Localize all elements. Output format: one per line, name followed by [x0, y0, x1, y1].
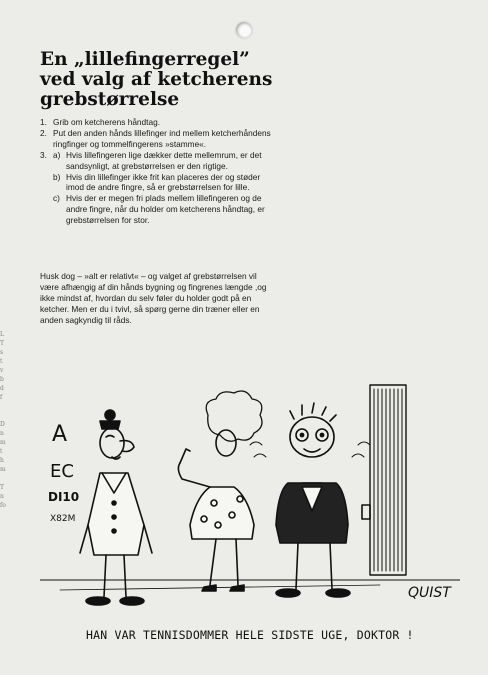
eye-chart [48, 422, 79, 524]
eye-chart-row-1: A [52, 422, 68, 447]
advice-paragraph: Husk dog – »alt er relativt« – og valget af grebstørrelsen vil være afhængig af din hånds bygning og fingrenes længde ,og ikke mindst af, hvordan du selv føler du holder godt på en ketcher. Men er du i tvivl, så spørg gerne din træner eller en anden sagkyndig til råds. [40, 271, 267, 325]
sub-step-text: Hvis din lillefinger ikke frit kan placeres der og støder imod de andre fingre, så er grebstørrelsen for lille. [66, 171, 261, 193]
margin-bleed-text: L T s t v b d f D n m t h m T n fo [0, 331, 6, 509]
list-item [53, 172, 272, 194]
doctor-cartoon [40, 375, 460, 625]
list-item [40, 128, 272, 150]
doctor-figure [80, 410, 152, 605]
list-item [40, 117, 272, 128]
sub-step-text: Hvis der er megen fri plads mellem lillefingeren og de andre fingre, når du holder om ketcherens håndtag, er grebstørrelsen for stor. [66, 193, 265, 226]
step-number: 3. [40, 149, 47, 160]
artist-signature: QUIST [408, 585, 451, 601]
step-number: 1. [40, 117, 47, 127]
article-title: En „lillefingerregel” ved valg af ketcherens grebstørrelse [40, 49, 273, 110]
cartoon-caption: HAN VAR TENNISDOMMER HELE SIDSTE UGE, DOKTOR ! [86, 628, 414, 642]
step-text: Grib om ketcherens håndtag. [53, 117, 160, 127]
instruction-list [40, 117, 272, 226]
door [362, 385, 406, 575]
step-number: 2. [40, 127, 47, 138]
sub-list [53, 150, 272, 226]
sub-step-text: Hvis lillefingeren lige dækker dette mellemrum, er det sandsynligt, at grebstørrelsen er den rigtige. [66, 149, 262, 171]
list-item [53, 193, 272, 226]
patient-figure [250, 403, 370, 597]
eye-chart-row-3: DI10 [48, 490, 80, 504]
sub-step-letter: a) [53, 149, 61, 160]
sub-step-letter: c) [53, 193, 60, 204]
woman-figure [178, 391, 262, 591]
step-text: Put den anden hånds lillefinger ind mellem ketcherhåndens ringfinger og tommelfingerens »stamme«. [53, 127, 271, 149]
list-item [53, 150, 272, 172]
binding-hole [236, 22, 252, 38]
eye-chart-row-2: EC [50, 461, 74, 482]
sub-step-letter: b) [53, 171, 61, 182]
eye-chart-row-4: X82M [50, 514, 76, 524]
list-item [40, 150, 272, 226]
